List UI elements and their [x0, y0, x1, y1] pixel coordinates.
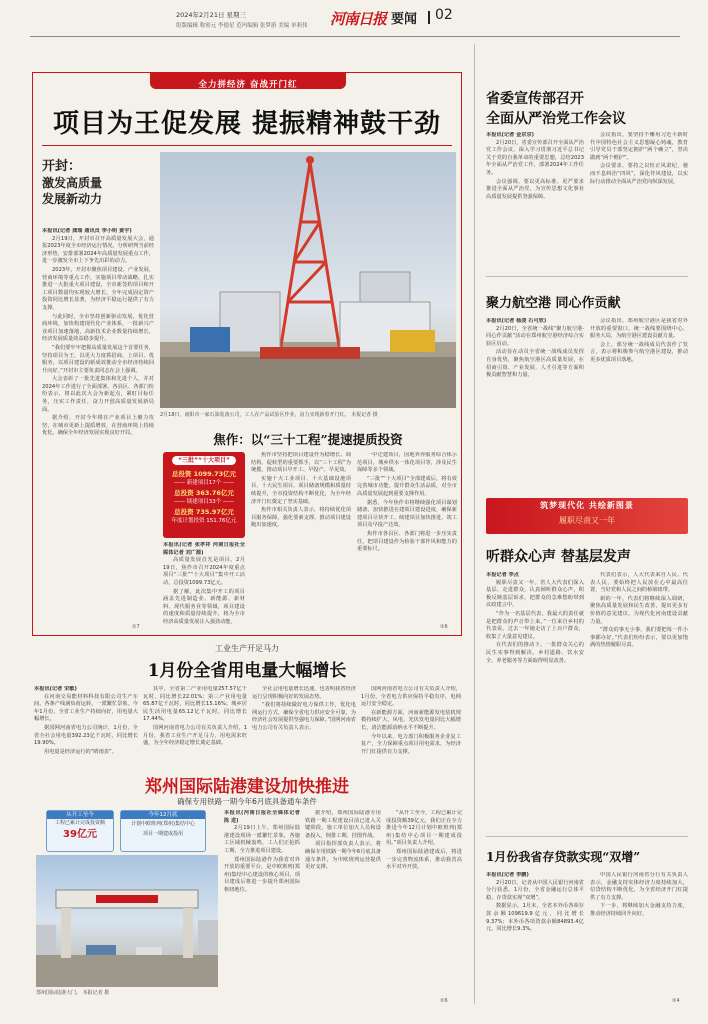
right-column-rule — [474, 44, 475, 1004]
power-paragraph: 全社会用电量增长迅速，也表明我省经济运行呈现积极向好的发展态势。 — [252, 686, 356, 700]
port-paragraph: 郑州国际陆港作为我省对外开放的重要平台，是中欧班列(郑州)集结中心建设的核心项目，项目建成后将进一步提升郑州国际枢纽地位。 — [224, 856, 300, 893]
tourism-headline: 聚力航空港 同心作贡献 — [486, 296, 621, 311]
feature-paragraph: 新的一年，代表们将继续深入调研，聚焦高质量发展和民生改善，提出更多有价值的意见建议，为现代化河南建设贡献力量。 — [590, 595, 688, 625]
discipline-headline-1: 省委宣传部召开 — [486, 91, 584, 107]
savings-byline: 本报讯(记者 李鹏) — [486, 872, 529, 878]
tourism-paragraph: 2月20日，全省统一战线“聚力航空港·同心作贡献”活动在郑州航空港经济综合实验区启动。 — [486, 325, 584, 347]
feature-headline: 听群众心声 替基层发声 — [486, 549, 631, 565]
policy-tag: ②6 — [440, 624, 448, 630]
savings-col2 — [590, 872, 688, 1004]
power-paragraph: 在新能源方面，河南新能源发电装机规模持续扩大，风电、光伏发电量同比大幅增长，清洁能源消纳水平不断提升。 — [361, 709, 461, 731]
masthead-editors: 组版编辑 称密元 李德星 范玛编辑 张梦游 美编 单莉伟 — [176, 23, 308, 29]
port-paragraph: 据介绍，郑州国际陆港专用铁路一期工程建设目前已进入关键阶段，施工单位加大人员和设备投入，倒排工期、挂图作战。 — [305, 810, 381, 839]
port-headline: 郑州国际陆港建设加快推进 — [145, 777, 349, 797]
savings-paragraph: 下一步，将继续加大金融支持力度，推动经济持续回升向好。 — [590, 903, 688, 917]
policy-paragraph: 实施十大工业项目、十大基础设施项目、十大民生项目，项目储备规模和质量持续提升，全市投资结构不断优化，为全年经济开门红奠定了坚实基础。 — [251, 475, 351, 505]
port-photo — [36, 855, 218, 987]
lead-paragraph: 大会表彰了一批先进集体和先进个人，并对2024年工作进行了全面部署。各县区、各部门纷纷表示，将以此次大会为新起点，紧盯目标任务，压实工作责任，奋力开创高质量发展新局面。 — [42, 376, 154, 413]
savings-paragraph: 中国人民银行河南省分行有关负责人表示，金融支持实体经济力度持续加大，信贷结构不断优化，为全省经济开门红提供了有力支撑。 — [590, 872, 688, 901]
tourism-byline: 本报讯(记者 杨凌 石可欣) — [486, 318, 547, 324]
power-paragraph: 今年以来，电力部门积极服务企业复工复产，全力保障重点项目用电需求，为经济开门红提供有力支撑。 — [361, 733, 461, 755]
lead-paragraph: “我们要牢牢把握高质量发展这个首要任务，坚持项目为王，以更大力度抓招商、上项目、优服务，以项目建设的新成效推动全市经济持续回升向好。”开封市主要负责同志在会上强调。 — [42, 344, 154, 374]
page-section: 要闻 — [391, 12, 418, 27]
card-big-number: 39亿元 — [63, 829, 97, 840]
page-divider — [428, 11, 430, 24]
port-tag: ②6 — [440, 998, 448, 1004]
lead-subtitle-line2: 激发高质量 — [42, 176, 103, 190]
lead-paragraph: 与此同时，全市坚持创新驱动发展，优化营商环境，加快构建现代化产业体系，一批新兴产业项目加速落地，高新技术企业数量持续增长，经济发展质量效益稳步提升。 — [42, 313, 154, 343]
savings-tag: ②4 — [672, 998, 680, 1004]
power-paragraph: “我们将持续做好电力保供工作，优化电网运行方式，确保全省电力供应安全可靠，为经济社会发展提供坚强电力保障。”国网河南省电力公司有关负责人表示。 — [252, 702, 356, 731]
discipline-paragraph: 会议要求，要持之以恒正风肃纪，驰而不息纠治“四风”，深化作风建设，以实际行动推动全面从严治党向纵深发展。 — [590, 163, 688, 185]
discipline-col2 — [590, 132, 688, 268]
port-byline: 本报讯(河南日报社全媒体记者 陈 进) — [224, 810, 300, 824]
policy-paragraph: 焦作市坚持把项目建设作为稳增长、调结构、促转型的重要抓手，以“三十工程”为统揽，推动项目早开工、早投产、早见效。 — [251, 452, 351, 474]
tourism-col2 — [590, 318, 688, 456]
banner-label: 全力拼经济 奋战开门红 — [198, 80, 298, 90]
tourism-paragraph: 会上，部分统一战线成员代表作了发言，表示将积极参与航空港区建设，推动更多优质项目落地。 — [590, 341, 688, 363]
discipline-byline: 本报讯(记者 金京京) — [486, 132, 535, 138]
feature-paragraph: 代表们表示，人大代表来自人民、代表人民，要始终把人民放在心中最高位置，当好党和人民之间的桥梁纽带。 — [590, 572, 688, 594]
tourism-paragraph: 会议指出，郑州航空港区是我省对外开放的重要窗口，统一战线要围绕中心、服务大局，为航空港区建设贡献力量。 — [590, 318, 688, 340]
port-col1 — [224, 810, 300, 1000]
discipline-paragraph: 会议强调，要以更高标准、更严要求推进全面从严治党，为宣传思想文化事业高质量发展提供坚强保障。 — [486, 178, 584, 200]
masthead — [0, 0, 708, 42]
port-photo-caption: 郑州国际陆港大门。 本报记者 摄 — [36, 990, 110, 996]
lead-subtitle-line3: 发展新动力 — [42, 192, 103, 206]
column-banner — [486, 498, 688, 534]
paper-logo: 河南日报 — [330, 10, 387, 28]
port-col2 — [305, 810, 381, 1000]
lead-paragraph: 2月19日，开封市召开高质量发展大会，通报2023年度全市经济运行情况，分析研判当前经济形势，安排部署2024年高质量发展重点工作，进一步激发全市上下争先出彩的动力。 — [42, 235, 154, 265]
policy-headline: 焦作：以“三十工程”提速提质投资 — [213, 432, 403, 447]
policy-paragraph: 焦作市各县区、各部门将进一步压实责任，把项目建设作为检验干部作风和能力的重要标尺。 — [357, 530, 457, 553]
port-gate-illustration — [36, 855, 218, 987]
policy-stats-box — [163, 452, 245, 538]
card-text: 项目一期建成投用 — [142, 831, 183, 837]
port-card-investment — [46, 810, 114, 852]
power-paragraph: 国网河南省电力公司有关负责人介绍，1月份，全省电力供应保持平稳有序，电网运行安全稳定。 — [361, 686, 461, 708]
feature-byline: 本报记者 李点 — [486, 572, 519, 578]
power-col2 — [143, 686, 247, 766]
page-number: 02 — [435, 7, 453, 23]
power-paragraph: 国网河南省电力公司有关负责人介绍，1月份，我省工业生产开足马力，用电需求旺盛，为全年经济稳定增长奠定基础。 — [143, 724, 247, 747]
port-paragraph: 郑州国际陆港建成后，将进一步完善物流体系，推动我省高水平对外开放。 — [386, 848, 462, 871]
power-paragraph: 其中，全省第二产业用电量257.57亿千瓦时，同比增长22.01%；第三产业用电量65.87亿千瓦时，同比增长15.16%；城乡居民生活用电量65.12亿千瓦时，同比增长17.44%。 — [143, 686, 247, 723]
tourism-col1 — [486, 318, 584, 456]
card-head: 从开工至今 — [47, 811, 113, 819]
lead-headline-rule — [42, 145, 452, 146]
lead-paragraph: 据介绍，开封今年将在产业项目上聚力攻坚，在城市更新上提质增效，在营商环境上持续优化，确保全年经济发展实现良好开局。 — [42, 415, 154, 437]
masthead-date: 2024年2月21日 星期三 — [176, 11, 247, 19]
column-banner-left: 筑梦现代化 共绘新图景 — [540, 501, 634, 510]
tourism-paragraph: 活动旨在动员全省统一战线成员发挥自身优势，聚焦航空港区高质量发展，在招商引资、产业发展、人才引进等方面积极贡献智慧和力量。 — [486, 349, 584, 379]
policy-col3 — [357, 452, 457, 632]
card-text: 工程已累计完成投资额 — [54, 820, 105, 826]
feature-paragraph: 履职尽责又一年。省人大代表们深入基层、走进群众，认真倾听群众心声，积极反映基层诉求，把群众的急难愁盼带到议政建言中。 — [486, 579, 584, 609]
discipline-paragraph: 2月20日，省委宣传部召开全面从严治党工作会议，深入学习贯彻习近平总书记关于党的自我革命的重要思想，总结2023年全面从严治党工作，部署2024年工作任务。 — [486, 139, 584, 176]
column-banner-right: 履职尽责又一年 — [559, 516, 615, 525]
power-headline: 1月份全省用电量大幅增长 — [147, 661, 347, 681]
power-col1 — [34, 686, 138, 766]
lead-photo — [160, 152, 456, 408]
banner — [150, 72, 346, 89]
policy-paragraph: 一中迁建项目，因地养养服务综合体示范项目，城乡供水一体化项目等，涉及民生保障等多个领域。 — [357, 452, 457, 474]
stats-new-label: —— 新建项目17个 —— — [174, 480, 234, 486]
stats-box-head: “三批”“十大项目” — [172, 456, 236, 465]
stats-cont-value: 总投资 735.97亿元 — [174, 508, 234, 516]
feature-col2 — [590, 572, 688, 828]
card-head: 今年12月底 — [121, 811, 205, 819]
card-text: 计划中欧班列(郑州)集结中心 — [131, 821, 195, 827]
stats-annual: 年度计划投资 151.76亿元 — [171, 518, 237, 524]
lead-subtitle-line1: 开封： — [42, 159, 82, 174]
power-paragraph: 据国网河南省电力公司统计，1月份，全省全社会用电量392.23亿千瓦时，同比增长19.90%。 — [34, 724, 138, 747]
masthead-rule — [30, 36, 680, 37]
lead-subtitle — [42, 158, 152, 207]
right-divider-1 — [486, 276, 688, 277]
savings-headline: 1月份我省存贷款实现“双增” — [486, 850, 641, 864]
stats-total: 总投资 1099.73亿元 — [171, 470, 237, 478]
policy-paragraph: 焦作市相关负责人表示，将持续优化项目服务保障，强化要素支撑，推动项目建设跑出加速度。 — [251, 507, 351, 529]
port-col3 — [386, 810, 462, 1000]
power-col4 — [361, 686, 461, 766]
lead-body — [42, 228, 154, 634]
feature-paragraph: “群众的事无小事，我们要把每一件小事都办好。”代表们纷纷表示，要以更加饱满的热情履职尽责。 — [590, 627, 688, 649]
stats-cont-label: —— 续建项目33个 —— — [174, 499, 234, 505]
lead-byline: 本报讯(记者 龚瑞 通讯员 李小明 黄宇) — [42, 228, 132, 234]
lead-tag: ②7 — [132, 624, 140, 630]
discipline-headline-2: 全面从严治党工作会议 — [486, 111, 626, 127]
lead-headline: 项目为王促发展 提振精神鼓干劲 — [52, 109, 442, 139]
policy-paragraph: 据悉，今年焦作市将继续强化项目谋划储备，加快推进在建项目建设进度，确保新建项目尽快开工、续建项目加快推进、竣工项目及早投产达效。 — [357, 499, 457, 529]
power-kicker: 工业生产开足马力 — [215, 644, 279, 653]
port-subtitle: 确保专用铁路一期今年6月底具备通车条件 — [177, 797, 317, 806]
port-paragraph: “从开工至今，工程已累计完成投资额39亿元，我们正在全力推进今年12月计划中欧班列(郑州)集结中心项目一期建成投用。”项目负责人介绍。 — [386, 810, 462, 847]
port-paragraph: 2月19日上午，郑州国际陆港建设现场一派繁忙景象，各施工区域机械轰鸣，工人们正抢抓工期，全力推进项目建设。 — [224, 825, 300, 854]
policy-col2 — [251, 452, 351, 632]
power-byline: 本报讯(记者 宋敏) — [34, 686, 77, 692]
stats-new-value: 总投资 363.76亿元 — [174, 489, 234, 497]
power-paragraph: 用电量是经济运行的“晴雨表”。 — [44, 748, 117, 755]
savings-paragraph: 2月20日，记者从中国人民银行河南省分行获悉，1月份，全省金融运行总体平稳，存贷款实现“双增”。 — [486, 879, 584, 901]
policy-paragraph: “三批”“十大项目”全部建成后，将有效完善城市功能，提升群众生活品质，对全市高质量发展起到重要支撑作用。 — [357, 475, 457, 497]
power-col3 — [252, 686, 356, 766]
right-divider-2 — [486, 836, 688, 837]
power-paragraph: 在河南交易能材料科技有限公司生产车间，各条产线满负荷运转，一派繁忙景象。今年1月份，全省工业生产持续向好，用电量大幅增长。 — [34, 693, 138, 723]
discipline-col1 — [486, 132, 584, 268]
lead-photo-caption: 2月18日，南阳市一家石油装备公司，工人在产品试验区作业，奋力实现新春开门红。 本报记者 摄 — [160, 412, 378, 418]
port-card-plan — [120, 810, 206, 852]
feature-col1 — [486, 572, 584, 828]
port-paragraph: 项目指挥部负责人表示，将确保专用铁路一期今年6月底具备通车条件，为中欧班列运营提供更好支撑。 — [305, 841, 381, 871]
feature-paragraph: 在代表们的推动下，一批群众关心的民生实事得到解决，乡村道路、饮水安全、养老服务等方面取得明显改善。 — [486, 642, 584, 664]
savings-paragraph: 数据显示，1月末，全省本外币各项存款余额109619.9亿元，同比增长9.37%；本外币各项贷款余额84893.4亿元，同比增长9.3%。 — [486, 903, 584, 933]
policy-paragraph: 高质量发展首先是项目。2月19日，焦作市召开2024年度重点项目“三批”“十大项目”集中开工活动，总投资1099.73亿元。 — [163, 557, 245, 586]
policy-paragraph: 据了解，此次集中开工的项目涵盖先进制造业、新能源、新材料、现代服务业等领域，项目建设的速度和质量持续提升，将为全市经济高质量发展注入强劲动能。 — [163, 588, 245, 625]
discipline-paragraph: 会议指出，要坚持不懈用习近平新时代中国特色社会主义思想凝心铸魂，教育引导党员干部坚定拥护“两个确立”，坚决做到“两个维护”。 — [590, 132, 688, 161]
oil-rig-illustration — [160, 152, 456, 408]
policy-byline: 本报讯(记者 张孝祥 河南日报社全媒体记者 刘广源) — [163, 542, 245, 556]
feature-paragraph: “作为一名基层代表，我最大的责任就是把群众的声音带上来。”一位来自乡村的代表说，过去一年她走访了上百户群众，收集了大量意见建议。 — [486, 610, 584, 640]
policy-col1 — [163, 542, 245, 632]
lead-paragraph: 2023年，开封市聚焦项目建设、产业发展、营商环境等重点工作，实施项目带动战略，扎实推进一大批重大项目建设，全市新签约项目和开工项目数量均实现较大增长，全年完成固定资产投资同比增长显著，为经济平稳运行提供了有力支撑。 — [42, 266, 154, 311]
savings-col1 — [486, 872, 584, 1004]
